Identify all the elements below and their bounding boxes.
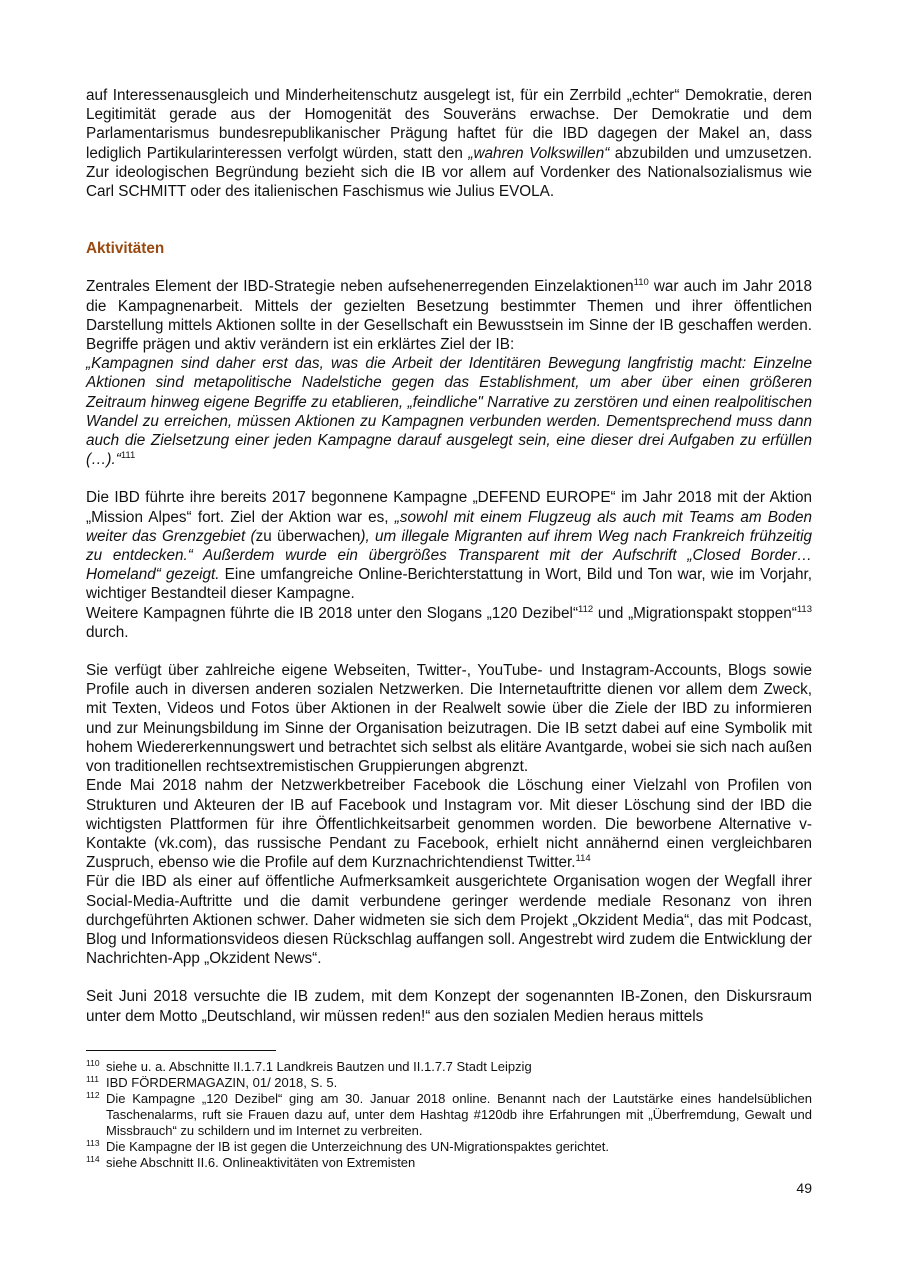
- footnote-number: 110: [86, 1058, 100, 1068]
- paragraph-6: [86, 661, 812, 776]
- section-heading: Aktivitäten: [86, 240, 165, 258]
- text-run: abzubilden und umzusetzen. Zur ideologischen Begründung bezieht sich die IB vor allem auf Vordenker des Nationalsozialismus wie Carl SCHMITT oder des italienischen Faschismus wie Julius EVOLA.: [86, 144, 812, 201]
- italic-text: „wahren Volkswillen“: [468, 144, 610, 162]
- paragraph-9: [86, 987, 812, 1025]
- paragraph-7: [86, 776, 812, 872]
- text-run: Die IBD führte ihre bereits 2017 begonnene Kampagne „DEFEND EUROPE“ im Jahr 2018 mit der Aktion „Mission Alpes“ fort. Ziel der Aktion war es,: [86, 489, 812, 526]
- footnote-text: siehe Abschnitt II.6. Onlineaktivitäten von Extremisten: [106, 1155, 416, 1170]
- italic-text: ), um illegale Migranten auf ihrem Weg nach Frankreich frühzeitig zu entdecken.“ Außerdem wurde ein übergrößes Transparent mit der Aufschrift „Closed Border…Homeland“ gezeigt.: [86, 527, 812, 584]
- footnote-ref: 110: [633, 277, 649, 289]
- footnotes: [86, 1050, 812, 1171]
- footnote-ref: 114: [575, 853, 591, 865]
- text-run: auf Interessenausgleich und Minderheitenschutz ausgelegt ist, für ein Zerrbild „echter“ Demokratie, deren Legitimität gerade aus der Homogenität des Souveräns erwachse. Der Demokratie und dem Parlamentarismus bundesrepublikanischer Prägung haftet für die IBD dagegen der Makel an, dass lediglich Partikularinteressen verfolgt würden, statt den: [86, 87, 812, 162]
- text-run: Sie verfügt über zahlreiche eigene Webseiten, Twitter-, YouTube- und Instagram-Accounts, Blogs sowie Profile auch in diversen anderen sozialen Netzwerken. Die Internetauftritte dienen vor allem dem Zweck, mit Texten, Videos und Fotos über Aktionen in der Realwelt sowie über die Ziele der IBD zu informieren und zur Meinungsbildung im Sinne der Organisation beizutragen. Die IB setzt dabei auf eine Symbolik mit hohem Wiedererkennungswert und betrachtet sich selbst als elitäre Avantgarde, wobei sie sich nach außen von traditionellen rechtsextremistischen Gruppierungen abgrenzt.: [86, 662, 812, 776]
- text-run: Ende Mai 2018 nahm der Netzwerkbetreiber Facebook die Löschung einer Vielzahl von Profilen von Strukturen und Akteuren der IB auf Facebook und Instagram vor. Mit dieser Löschung sind der IBD die wichtigsten Plattformen für ihre Öffentlichkeitsarbeit genommen worden. Die beworbene Alternative v-Kontakte (vk.com), das russische Pendant zu Facebook, erhielt nicht annähernd einen vergleichbaren Zuspruch, ebenso wie die Profile auf dem Kurznachrichtendienst Twitter.: [86, 777, 812, 872]
- text-run: war auch im Jahr 2018 die Kampagnenarbeit. Mittels der gezielten Besetzung bestimmter Themen und ihrer öffentlichen Darstellung mittels Aktionen sollte in der Gesellschaft ein Bewusstsein im Sinne der IB geschaffen werden. Begriffe prägen und aktiv verändern ist ein erklärtes Ziel der IB:: [86, 278, 812, 354]
- footnote-text: siehe u. a. Abschnitte II.1.7.1 Landkreis Bautzen und II.1.7.7 Stadt Leipzig: [106, 1059, 532, 1074]
- paragraph-5: [86, 604, 812, 642]
- footnote-number: 112: [86, 1090, 100, 1100]
- text-run: Seit Juni 2018 versuchte die IB zudem, mit dem Konzept der sogenannten IB-Zonen, den Diskursraum unter dem Motto „Deutschland, wir müssen reden!“ aus den sozialen Medien heraus mittels: [86, 988, 812, 1025]
- footnote-ref: 112: [578, 603, 594, 615]
- footnote-number: 113: [86, 1138, 100, 1148]
- footnote-number: 114: [86, 1154, 100, 1164]
- footnote-113: [86, 1139, 812, 1155]
- text-run: Zentrales Element der IBD-Strategie neben aufsehenerregenden Einzelaktionen: [86, 278, 634, 296]
- italic-text: „sowohl mit einem Flugzeug als auch mit Teams am Boden weiter das Grenzgebiet (: [86, 508, 812, 545]
- text-run: durch.: [86, 623, 129, 641]
- paragraph-1: [86, 86, 812, 201]
- footnote-rule: [86, 1050, 276, 1051]
- footnote-ref: 113: [796, 603, 812, 615]
- footnote-112: [86, 1091, 812, 1139]
- text-run: Für die IBD als einer auf öffentliche Aufmerksamkeit ausgerichtete Organisation wogen der Wegfall ihrer Social-Media-Auftritte und die damit verbundene geringer werdende mediale Resonanz von ihren durchgeführten Aktionen schwer. Daher widmeten sie sich dem Projekt „Okzident Media“, das mit Podcast, Blog und Informationsvideos diesen Rückschlag auffangen soll. Angestrebt wird zudem die Entwicklung der Nachrichten-App „Okzident News“.: [86, 873, 812, 968]
- footnote-text: IBD FÖRDERMAGAZIN, 01/ 2018, S. 5.: [106, 1075, 338, 1090]
- footnote-114: [86, 1155, 812, 1171]
- footnote-list: [86, 1059, 812, 1171]
- footnote-111: [86, 1075, 812, 1091]
- footnote-ref: 111: [120, 450, 136, 462]
- paragraph-8: [86, 872, 812, 968]
- text-run: und „Migrationspakt stoppen“: [593, 604, 797, 622]
- footnote-text: Die Kampagne der IB ist gegen die Unterzeichnung des UN-Migrationspaktes gerichtet.: [106, 1139, 609, 1154]
- paragraph-4: [86, 488, 812, 603]
- text-run: Weitere Kampagnen führte die IB 2018 unter den Slogans „120 Dezibel“: [86, 604, 579, 622]
- italic-text: „Kampagnen sind daher erst das, was die Arbeit der Identitären Bewegung langfristig macht: Einzelne Aktionen sind metapolitische Nadelstiche gegen das Establishment, um aber über einen größeren Zeitraum hinweg eigene Begriffe zu etablieren, „feindliche" Narrative zu zerstören und einen realpolitischen Wandel zu erreichen, müssen Aktionen zu Kampagnen verbunden werden. Dementsprechend muss dann auch die Zielsetzung einer jeden Kampagne darauf ausgelegt sein, eine dieser drei Aufgaben zu erfüllen (…).“: [86, 355, 812, 469]
- quote-paragraph: [86, 354, 812, 469]
- paragraph-2: [86, 277, 812, 354]
- page-number: 49: [796, 1180, 812, 1196]
- text-run: zu überwachen: [255, 527, 361, 545]
- footnote-number: 111: [86, 1074, 99, 1084]
- body-text: [86, 86, 812, 1026]
- footnote-text: Die Kampagne „120 Dezibel“ ging am 30. Januar 2018 online. Benannt nach der Lautstärke eines handelsüblichen Taschenalarms, ruft sie Frauen dazu auf, unter dem Hashtag #120db ihre Erfahrungen mit „Überfremdung, Gewalt und Missbrauch“ zu schildern und im Internet zu verbreiten.: [106, 1091, 812, 1138]
- text-run: Eine umfangreiche Online-Berichterstattung in Wort, Bild und Ton war, wie im Vorjahr, wichtiger Bestandteil dieser Kampagne.: [86, 566, 812, 603]
- footnote-110: [86, 1059, 812, 1075]
